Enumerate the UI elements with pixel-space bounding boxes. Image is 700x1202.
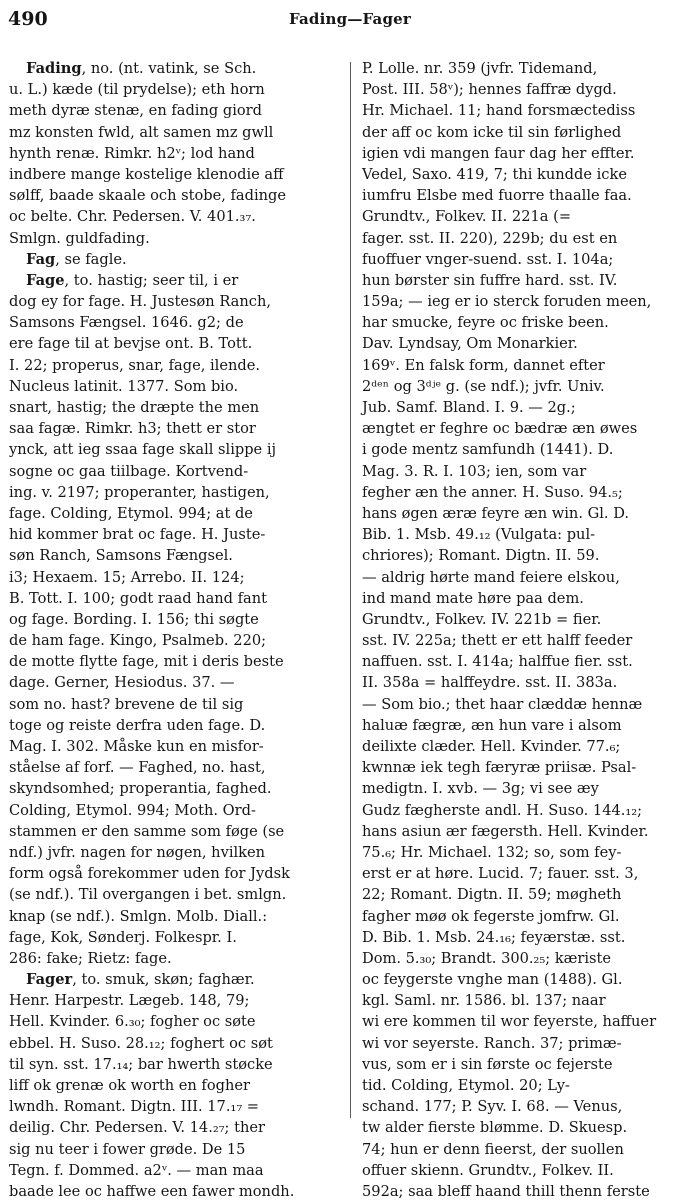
line-text: baade lee oc haffwe een fawer mondh.: [9, 1182, 295, 1200]
text-line: [362, 333, 696, 354]
text-line: [9, 567, 343, 588]
text-line: [362, 503, 696, 524]
text-line: [9, 1117, 343, 1138]
text-line: [9, 545, 343, 566]
line-text: , to. smuk, skøn; faghær.: [72, 971, 255, 989]
line-text: wi vor seyerste. Ranch. 37; primæ-: [362, 1034, 622, 1052]
line-text: de motte flytte fage, mit i deris beste: [9, 653, 284, 671]
text-line: [9, 312, 343, 333]
line-text: Smlgn. guldfading.: [9, 229, 150, 247]
line-text: hans asiun ær fægersth. Hell. Kvinder.: [362, 822, 649, 840]
text-line: [9, 397, 343, 418]
headword: Fag: [26, 250, 56, 268]
line-text: Grundtv., Folkev. II. 221a (=: [362, 208, 572, 226]
text-line: [362, 185, 696, 206]
text-line: [9, 736, 343, 757]
text-line: [362, 778, 696, 799]
headword: Fading: [26, 60, 82, 77]
text-line: [362, 990, 696, 1011]
line-text: ndf.) jvfr. nagen for nøgen, hvilken: [9, 843, 266, 861]
line-text: form også forekommer uden for Jydsk: [9, 865, 290, 883]
text-line: [9, 651, 343, 672]
line-text: Post. III. 58ᵛ); hennes faffræ dygd.: [362, 81, 617, 99]
text-line: [9, 1160, 343, 1181]
text-line: [362, 927, 696, 948]
line-text: , no. (nt. vatink, se Sch.: [81, 60, 257, 77]
line-text: u. L.) kæde (til prydelse); eth horn: [9, 81, 265, 99]
text-line: [9, 1011, 343, 1032]
text-line: [9, 482, 343, 503]
text-line: [362, 291, 696, 312]
line-text: Gudz fægherste andl. H. Suso. 144.₁₂;: [362, 801, 643, 819]
line-text: kgl. Saml. nr. 1586. bl. 137; naar: [362, 992, 606, 1010]
text-line: [362, 482, 696, 503]
text-line: [9, 842, 343, 863]
line-text: Mag. I. 302. Måske kun en misfor-: [9, 738, 264, 755]
text-line: [9, 884, 343, 905]
line-text: 74; hun er denn fieerst, der suollen: [362, 1140, 624, 1158]
text-line: [362, 651, 696, 672]
text-line: [9, 206, 343, 227]
line-text: til syn. sst. 17.₁₄; bar hwerth støcke: [9, 1055, 273, 1073]
text-line: [9, 291, 343, 312]
text-line: [362, 228, 696, 249]
line-text: B. Tott. I. 100; godt raad hand fant: [9, 589, 268, 607]
line-text: 592a; saa bleff haand thill thenn ferste: [362, 1182, 650, 1200]
line-text: 169ᵛ. En falsk form, dannet efter: [362, 356, 605, 374]
text-line: [9, 122, 343, 143]
text-line: [9, 1033, 343, 1054]
line-text: Vedel, Saxo. 419, 7; thi kundde icke: [362, 165, 627, 183]
line-text: , se fagle.: [55, 250, 127, 268]
running-head: Fading—Fager: [288, 10, 411, 28]
text-line: [362, 821, 696, 842]
line-text: P. Lolle. nr. 359 (jvfr. Tidemand,: [362, 60, 598, 77]
text-line: [9, 609, 343, 630]
line-text: der aff oc kom icke til sin førlighed: [362, 123, 622, 141]
text-line: [362, 270, 696, 291]
line-text: deilixte clæder. Hell. Kvinder. 77.₆;: [362, 738, 621, 755]
line-text: søn Ranch, Samsons Fængsel.: [9, 547, 233, 565]
line-text: iumfru Elsbe med fuorre thaalle faa.: [362, 187, 632, 205]
text-line: [362, 1139, 696, 1160]
line-text: Nucleus latinit. 1377. Som bio.: [9, 377, 239, 395]
text-line: [9, 990, 343, 1011]
line-text: Mag. 3. R. I. 103; ien, som var: [362, 462, 587, 480]
text-line: [362, 567, 696, 588]
text-line: [9, 79, 343, 100]
text-line: [9, 100, 343, 121]
text-line: [362, 1011, 696, 1032]
line-text: tw alder fierste blømme. D. Skuesp.: [362, 1119, 628, 1137]
left-column: [9, 58, 343, 1200]
line-text: saa fagæ. Rimkr. h3; thett er stor: [9, 420, 256, 438]
line-text: Hr. Michael. 11; hand forsmæctediss: [362, 102, 636, 120]
line-text: D. Bib. 1. Msb. 24.₁₆; feyærstæ. sst.: [362, 928, 626, 946]
text-line: [362, 588, 696, 609]
line-text: og fage. Bording. I. 156; thi søgte: [9, 610, 259, 628]
text-line: [9, 778, 343, 799]
text-line: [362, 630, 696, 651]
line-text: sst. IV. 225a; thett er ett halff feeder: [362, 632, 633, 650]
line-text: offuer skienn. Grundtv., Folkev. II.: [362, 1161, 614, 1179]
text-line: [362, 1117, 696, 1138]
line-text: kwnnæ iek tegh færyræ priisæ. Psal-: [362, 759, 637, 777]
text-line: [9, 461, 343, 482]
line-text: Samsons Fængsel. 1646. g2; de: [9, 314, 244, 332]
text-line: [362, 439, 696, 460]
line-text: — aldrig hørte mand feiere elskou,: [362, 568, 620, 586]
line-text: indbere mange kostelige klenodie aff: [9, 165, 284, 183]
page-number: 490: [8, 8, 48, 30]
line-text: haluæ fægræ, æn hun vare i alsom: [362, 716, 622, 734]
text-line: [362, 355, 696, 376]
line-text: liff ok grenæ ok worth en fogher: [9, 1077, 250, 1094]
line-text: lwndh. Romant. Digtn. III. 17.₁₇ =: [9, 1098, 260, 1116]
line-text: fuoffuer vnger-suend. sst. I. 104a;: [362, 250, 614, 268]
text-line: [9, 715, 343, 736]
line-text: fegher æn the anner. H. Suso. 94.₅;: [362, 483, 623, 501]
text-line: [362, 609, 696, 630]
line-text: skyndsomhed; properantia, faghed.: [9, 780, 272, 798]
headword: Fager: [26, 971, 73, 989]
line-text: fage. Colding, Etymol. 994; at de: [9, 504, 253, 522]
line-text: hid kommer brat oc fage. H. Juste-: [9, 526, 266, 544]
text-line: [9, 694, 343, 715]
text-line: [9, 800, 343, 821]
text-line: [362, 1054, 696, 1075]
text-line: [9, 143, 343, 164]
line-text: Dav. Lyndsay, Om Monarkier.: [362, 335, 578, 353]
text-line: [9, 185, 343, 206]
text-line: [9, 1054, 343, 1075]
line-text: oc feygerste vnghe man (1488). Gl.: [362, 971, 623, 989]
line-text: Dom. 5.₃₀; Brandt. 300.₂₅; kæriste: [362, 949, 612, 967]
line-text: Colding, Etymol. 994; Moth. Ord-: [9, 801, 256, 819]
line-text: deilig. Chr. Pedersen. V. 14.₂₇; ther: [9, 1119, 265, 1137]
text-line: [9, 270, 343, 291]
line-text: hans øgen æræ feyre æn win. Gl. D.: [362, 504, 630, 522]
text-line: [9, 376, 343, 397]
line-text: snart, hastig; the dræpte the men: [9, 399, 260, 416]
line-text: ing. v. 2197; properanter, hastigen,: [9, 483, 270, 501]
text-line: [9, 821, 343, 842]
line-text: ængtet er feghre oc bædræ æn øwes: [362, 420, 638, 438]
text-line: [9, 418, 343, 439]
line-text: i3; Hexaem. 15; Arrebo. II. 124;: [9, 568, 245, 586]
line-text: schand. 177; P. Syv. I. 68. — Venus,: [362, 1098, 623, 1116]
line-text: ståelse af forf. — Faghed, no. hast,: [9, 759, 266, 777]
text-line: [362, 143, 696, 164]
line-text: Henr. Harpestr. Lægeb. 148, 79;: [9, 992, 250, 1010]
right-column: [362, 58, 696, 1200]
text-line: [362, 312, 696, 333]
line-text: Tegn. f. Dommed. a2ᵛ. — man maa: [9, 1161, 264, 1179]
text-line: [9, 1181, 343, 1202]
line-text: stammen er den samme som føge (se: [9, 822, 285, 840]
line-text: dage. Gerner, Hesiodus. 37. —: [9, 674, 235, 692]
text-line: [9, 164, 343, 185]
text-line: [362, 757, 696, 778]
line-text: ind mand mate høre paa dem.: [362, 589, 584, 607]
line-text: chriores); Romant. Digtn. II. 59.: [362, 547, 600, 565]
text-line: [9, 58, 343, 79]
line-text: sølff, baade skaale och stobe, fadinge: [9, 187, 286, 205]
text-line: [362, 842, 696, 863]
text-line: [362, 1160, 696, 1181]
line-text: II. 358a = halffeydre. sst. II. 383a.: [362, 674, 618, 692]
text-line: [362, 249, 696, 270]
line-text: ebbel. H. Suso. 28.₁₂; foghert oc søt: [9, 1034, 273, 1052]
text-line: [9, 588, 343, 609]
text-line: [9, 1075, 343, 1096]
text-line: [9, 1096, 343, 1117]
line-text: ynck, att ieg ssaa fage skall slippe ij: [9, 441, 277, 459]
line-text: tid. Colding, Etymol. 20; Ly-: [362, 1077, 570, 1094]
text-line: [362, 736, 696, 757]
line-text: vus, som er i sin første oc fejerste: [362, 1055, 613, 1073]
text-line: [9, 503, 343, 524]
text-line: [9, 439, 343, 460]
line-text: har smucke, feyre oc friske been.: [362, 314, 609, 332]
line-text: i gode mentz samfundh (1441). D.: [362, 441, 614, 459]
line-text: — Som bio.; thet haar clæddæ hennæ: [362, 695, 643, 713]
text-line: [362, 948, 696, 969]
text-line: [9, 249, 343, 270]
text-line: [362, 58, 696, 79]
text-line: [9, 948, 343, 969]
text-line: [362, 863, 696, 884]
text-line: [9, 927, 343, 948]
text-line: [9, 969, 343, 990]
line-text: 2ᵈᵉⁿ og 3ᵈʲᵉ g. (se ndf.); jvfr. Univ.: [362, 377, 605, 395]
text-line: [362, 800, 696, 821]
text-line: [362, 715, 696, 736]
text-line: [362, 545, 696, 566]
text-line: [362, 418, 696, 439]
line-text: wi ere kommen til wor feyerste, haffuer: [362, 1013, 657, 1031]
text-line: [362, 397, 696, 418]
line-text: I. 22; properus, snar, fage, ilende.: [9, 356, 260, 374]
line-text: dog ey for fage. H. Justesøn Ranch,: [9, 293, 271, 311]
text-line: [362, 672, 696, 693]
text-line: [362, 1096, 696, 1117]
text-line: [9, 228, 343, 249]
line-text: hun børster sin fuffre hard. sst. IV.: [362, 271, 618, 289]
text-line: [362, 884, 696, 905]
line-text: fagher møø ok fegerste jomfrw. Gl.: [362, 907, 620, 925]
text-line: [9, 333, 343, 354]
text-line: [362, 206, 696, 227]
text-line: [362, 164, 696, 185]
text-line: [362, 376, 696, 397]
text-line: [362, 1181, 696, 1202]
line-text: mz konsten fwld, alt samen mz gwll: [9, 123, 274, 141]
line-text: naffuen. sst. I. 414a; halffue fier. sst.: [362, 653, 633, 671]
headword: Fage: [26, 271, 65, 289]
line-text: medigtn. I. xvb. — 3g; vi see æy: [362, 780, 599, 798]
line-text: som no. hast? brevene de til sig: [9, 695, 244, 713]
line-text: Grundtv., Folkev. IV. 221b = fier.: [362, 610, 602, 628]
text-line: [362, 969, 696, 990]
text-line: [362, 694, 696, 715]
line-text: 75.₆; Hr. Michael. 132; so, som fey-: [362, 843, 622, 861]
text-line: [362, 461, 696, 482]
text-line: [9, 672, 343, 693]
line-text: oc belte. Chr. Pedersen. V. 401.₃₇.: [9, 208, 256, 226]
text-line: [362, 100, 696, 121]
text-line: [9, 757, 343, 778]
line-text: ere fage til at bevjse ont. B. Tott.: [9, 335, 253, 353]
line-text: Bib. 1. Msb. 49.₁₂ (Vulgata: pul-: [362, 526, 596, 544]
line-text: hynth renæ. Rimkr. h2ᵛ; lod hand: [9, 144, 255, 162]
page-header: [0, 8, 700, 40]
text-line: [9, 630, 343, 651]
line-text: sogne oc gaa tiilbage. Kortvend-: [9, 462, 249, 480]
line-text: toge og reiste derfra uden fage. D.: [9, 716, 266, 734]
line-text: igien vdi mangen faur dag her effter.: [362, 144, 635, 162]
column-divider: [350, 62, 351, 1118]
text-line: [362, 122, 696, 143]
text-line: [362, 1075, 696, 1096]
line-text: sig nu teer i fower grøde. De 15: [9, 1140, 246, 1158]
text-line: [362, 79, 696, 100]
line-text: meth dyræ stenæ, en fading giord: [9, 102, 262, 120]
text-line: [9, 355, 343, 376]
text-line: [362, 1033, 696, 1054]
line-text: , to. hastig; seer til, i er: [64, 271, 239, 289]
text-line: [9, 524, 343, 545]
line-text: fager. sst. II. 220), 229b; du est en: [362, 229, 618, 247]
line-text: erst er at høre. Lucid. 7; fauer. sst. 3,: [362, 865, 639, 883]
line-text: de ham fage. Kingo, Psalmeb. 220;: [9, 632, 267, 650]
text-line: [9, 906, 343, 927]
text-line: [362, 524, 696, 545]
line-text: 22; Romant. Digtn. II. 59; møgheth: [362, 886, 622, 904]
text-line: [9, 1139, 343, 1160]
line-text: Hell. Kvinder. 6.₃₀; fogher oc søte: [9, 1013, 256, 1031]
line-text: 286: fake; Rietz: fage.: [9, 949, 172, 967]
line-text: knap (se ndf.). Smlgn. Molb. Diall.:: [9, 907, 268, 925]
line-text: 159a; — ieg er io sterck foruden meen,: [362, 293, 652, 311]
text-line: [362, 906, 696, 927]
line-text: (se ndf.). Til overgangen i bet. smlgn.: [9, 886, 287, 904]
line-text: Jub. Samf. Bland. I. 9. — 2g.;: [362, 399, 576, 416]
line-text: fage, Kok, Sønderj. Folkespr. I.: [9, 928, 237, 946]
text-line: [9, 863, 343, 884]
